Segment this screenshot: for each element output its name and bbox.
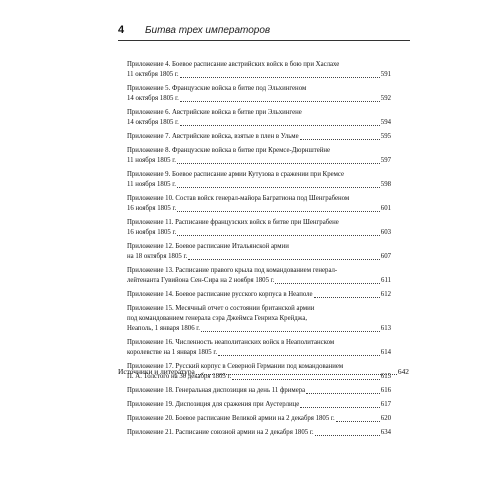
toc-entry-title-line: 11 ноября 1805 г. [127,181,176,188]
toc-entry[interactable] [127,414,391,424]
toc-entry-title-line: Приложение 15. Месячный отчет о состоянии британской армии [127,305,315,312]
running-title: Битва трех императоров [145,25,271,36]
toc-entry-title-line: лейтенанта Гувийона Сен-Сира на 2 ноября 1805 г. [127,277,275,284]
toc-entry-title-line: Приложение 21. Расписание союзной армии на 2 декабря 1805 г. [127,429,314,436]
toc-entry[interactable] [127,428,391,438]
toc-entry[interactable] [127,108,391,128]
toc-entry-page: 620 [380,415,391,422]
toc-entry-title-line: королевстве на 1 января 1805 г. [127,349,218,356]
dot-leader [177,210,380,212]
dot-leader [188,258,380,260]
toc-entry-title-line: 16 ноября 1805 г. [127,229,177,236]
dot-leader [180,124,380,126]
toc-entry[interactable] [127,400,391,410]
toc-entry-title-line: 14 октября 1805 г. [127,119,179,126]
dot-leader [315,434,380,436]
toc-entry-page: 615 [380,373,391,380]
toc-entry-page: 598 [380,181,391,188]
toc-entry-title-line: 11 ноября 1805 г. [127,157,176,164]
dot-leader [177,162,380,164]
dot-leader [201,330,380,332]
toc-entry-page: 595 [380,133,391,140]
toc-entry-page: 613 [380,325,391,332]
toc-entry[interactable] [127,338,391,358]
toc-entry-title-line: Приложение 12. Боевое расписание Итальянской армии [127,243,289,250]
toc-entry[interactable] [127,194,391,214]
toc-entry[interactable] [127,60,391,80]
toc-entry-page: 592 [380,95,391,102]
toc-entry-page: 642 [397,367,409,376]
toc-entry-page: 614 [380,349,391,356]
toc-entry-title-line: Приложение 6. Австрийские войска в битве при Эльхингене [127,109,302,116]
dot-leader [232,378,380,380]
dot-leader [314,296,380,298]
toc-entry[interactable] [127,170,391,190]
page-number: 4 [118,24,125,36]
toc-entry-title-line: Неаполь, 1 января 1806 г. [127,325,201,332]
toc-entry-page: 594 [380,119,391,126]
toc-entry-title-line: Приложение 8. Французские войска в битве при Кремсе-Дюрнштейне [127,147,331,154]
toc-entry[interactable] [127,218,391,238]
toc-entry-title-line: Приложение 11. Расписание французских войск в битве при Шенграбене [127,219,339,226]
toc-entry-title-line: 16 ноября 1805 г. [127,205,177,212]
toc-entry-page: 634 [380,429,391,436]
toc-entry-title-line: Приложение 13. Расписание правого крыла под командованием генерал- [127,267,338,274]
dot-leader [196,373,397,375]
toc-entry-page: 611 [381,277,391,284]
toc-entry-title: Источники и литература [118,367,195,376]
dot-leader [180,100,380,102]
toc-entry-page: 597 [380,157,391,164]
dot-leader [300,138,380,140]
toc-entry-title-line: Приложение 5. Французские войска в битве под Эльхингеном [127,85,307,92]
toc-entry-title-line: Приложение 7. Австрийские войска, взятые в плен в Ульме [127,133,299,140]
toc-entry-page: 617 [380,401,391,408]
dot-leader [300,406,380,408]
toc-entry[interactable] [127,266,391,286]
toc-entry[interactable] [127,84,391,104]
toc-entry-title-line: Приложение 4. Боевое расписание австрийских войск в бою при Хаслахе [127,61,340,68]
header-rule [118,40,410,41]
toc-entry-title-line: Приложение 19. Диспозиция для сражения при Аустерлице [127,401,300,408]
running-header [118,24,410,38]
toc-entry[interactable] [127,242,391,262]
toc-entry-page: 601 [380,205,391,212]
toc-entry-page: 591 [380,71,391,78]
toc-entry[interactable] [127,132,391,142]
toc-entry-title-line: П. А. Толстого на 30 декабря 1805 г. [127,373,232,380]
toc-entry[interactable] [127,304,391,334]
dot-leader [275,282,380,284]
table-of-contents [127,60,391,442]
toc-entry-sources[interactable] [118,367,409,377]
toc-entry-page: 607 [380,253,391,260]
toc-entry-title-line: 14 октября 1805 г. [127,95,179,102]
toc-entry-title-line: Приложение 18. Генеральная диспозиция на день 11 фримера [127,387,306,394]
toc-entry[interactable] [127,386,391,396]
toc-entry-title-line: на 18 октября 1805 г. [127,253,188,260]
toc-entry[interactable] [127,146,391,166]
toc-entry-page: 616 [380,387,391,394]
toc-entry-title-line: 11 октября 1805 г. [127,71,179,78]
toc-entry-title-line: Приложение 10. Состав войск генерал-майора Багратиона под Шенграбеном [127,195,350,202]
toc-entry-page: 612 [380,291,391,298]
toc-entry[interactable] [127,290,391,300]
dot-leader [218,354,380,356]
dot-leader [336,420,380,422]
dot-leader [177,234,380,236]
dot-leader [177,186,380,188]
toc-entry-title-line: Приложение 17. Русский корпус в Северной Германии под командованием [127,363,344,370]
toc-entry-title-line: под командованием генерала сэра Джеймса Генриха Крейджа, [127,315,308,322]
toc-entry-page: 603 [380,229,391,236]
toc-entry-title-line: Приложение 16. Численность неаполитанских войск в Неаполитанском [127,339,335,346]
dot-leader [180,76,380,78]
dot-leader [306,392,380,394]
toc-entry-title-line: Приложение 9. Боевое расписание армии Кутузова в сражении при Кремсе [127,171,345,178]
toc-entry-title-line: Приложение 14. Боевое расписание русского корпуса в Неаполе [127,291,313,298]
toc-entry-title-line: Приложение 20. Боевое расписание Великой армии на 2 декабря 1805 г. [127,415,335,422]
